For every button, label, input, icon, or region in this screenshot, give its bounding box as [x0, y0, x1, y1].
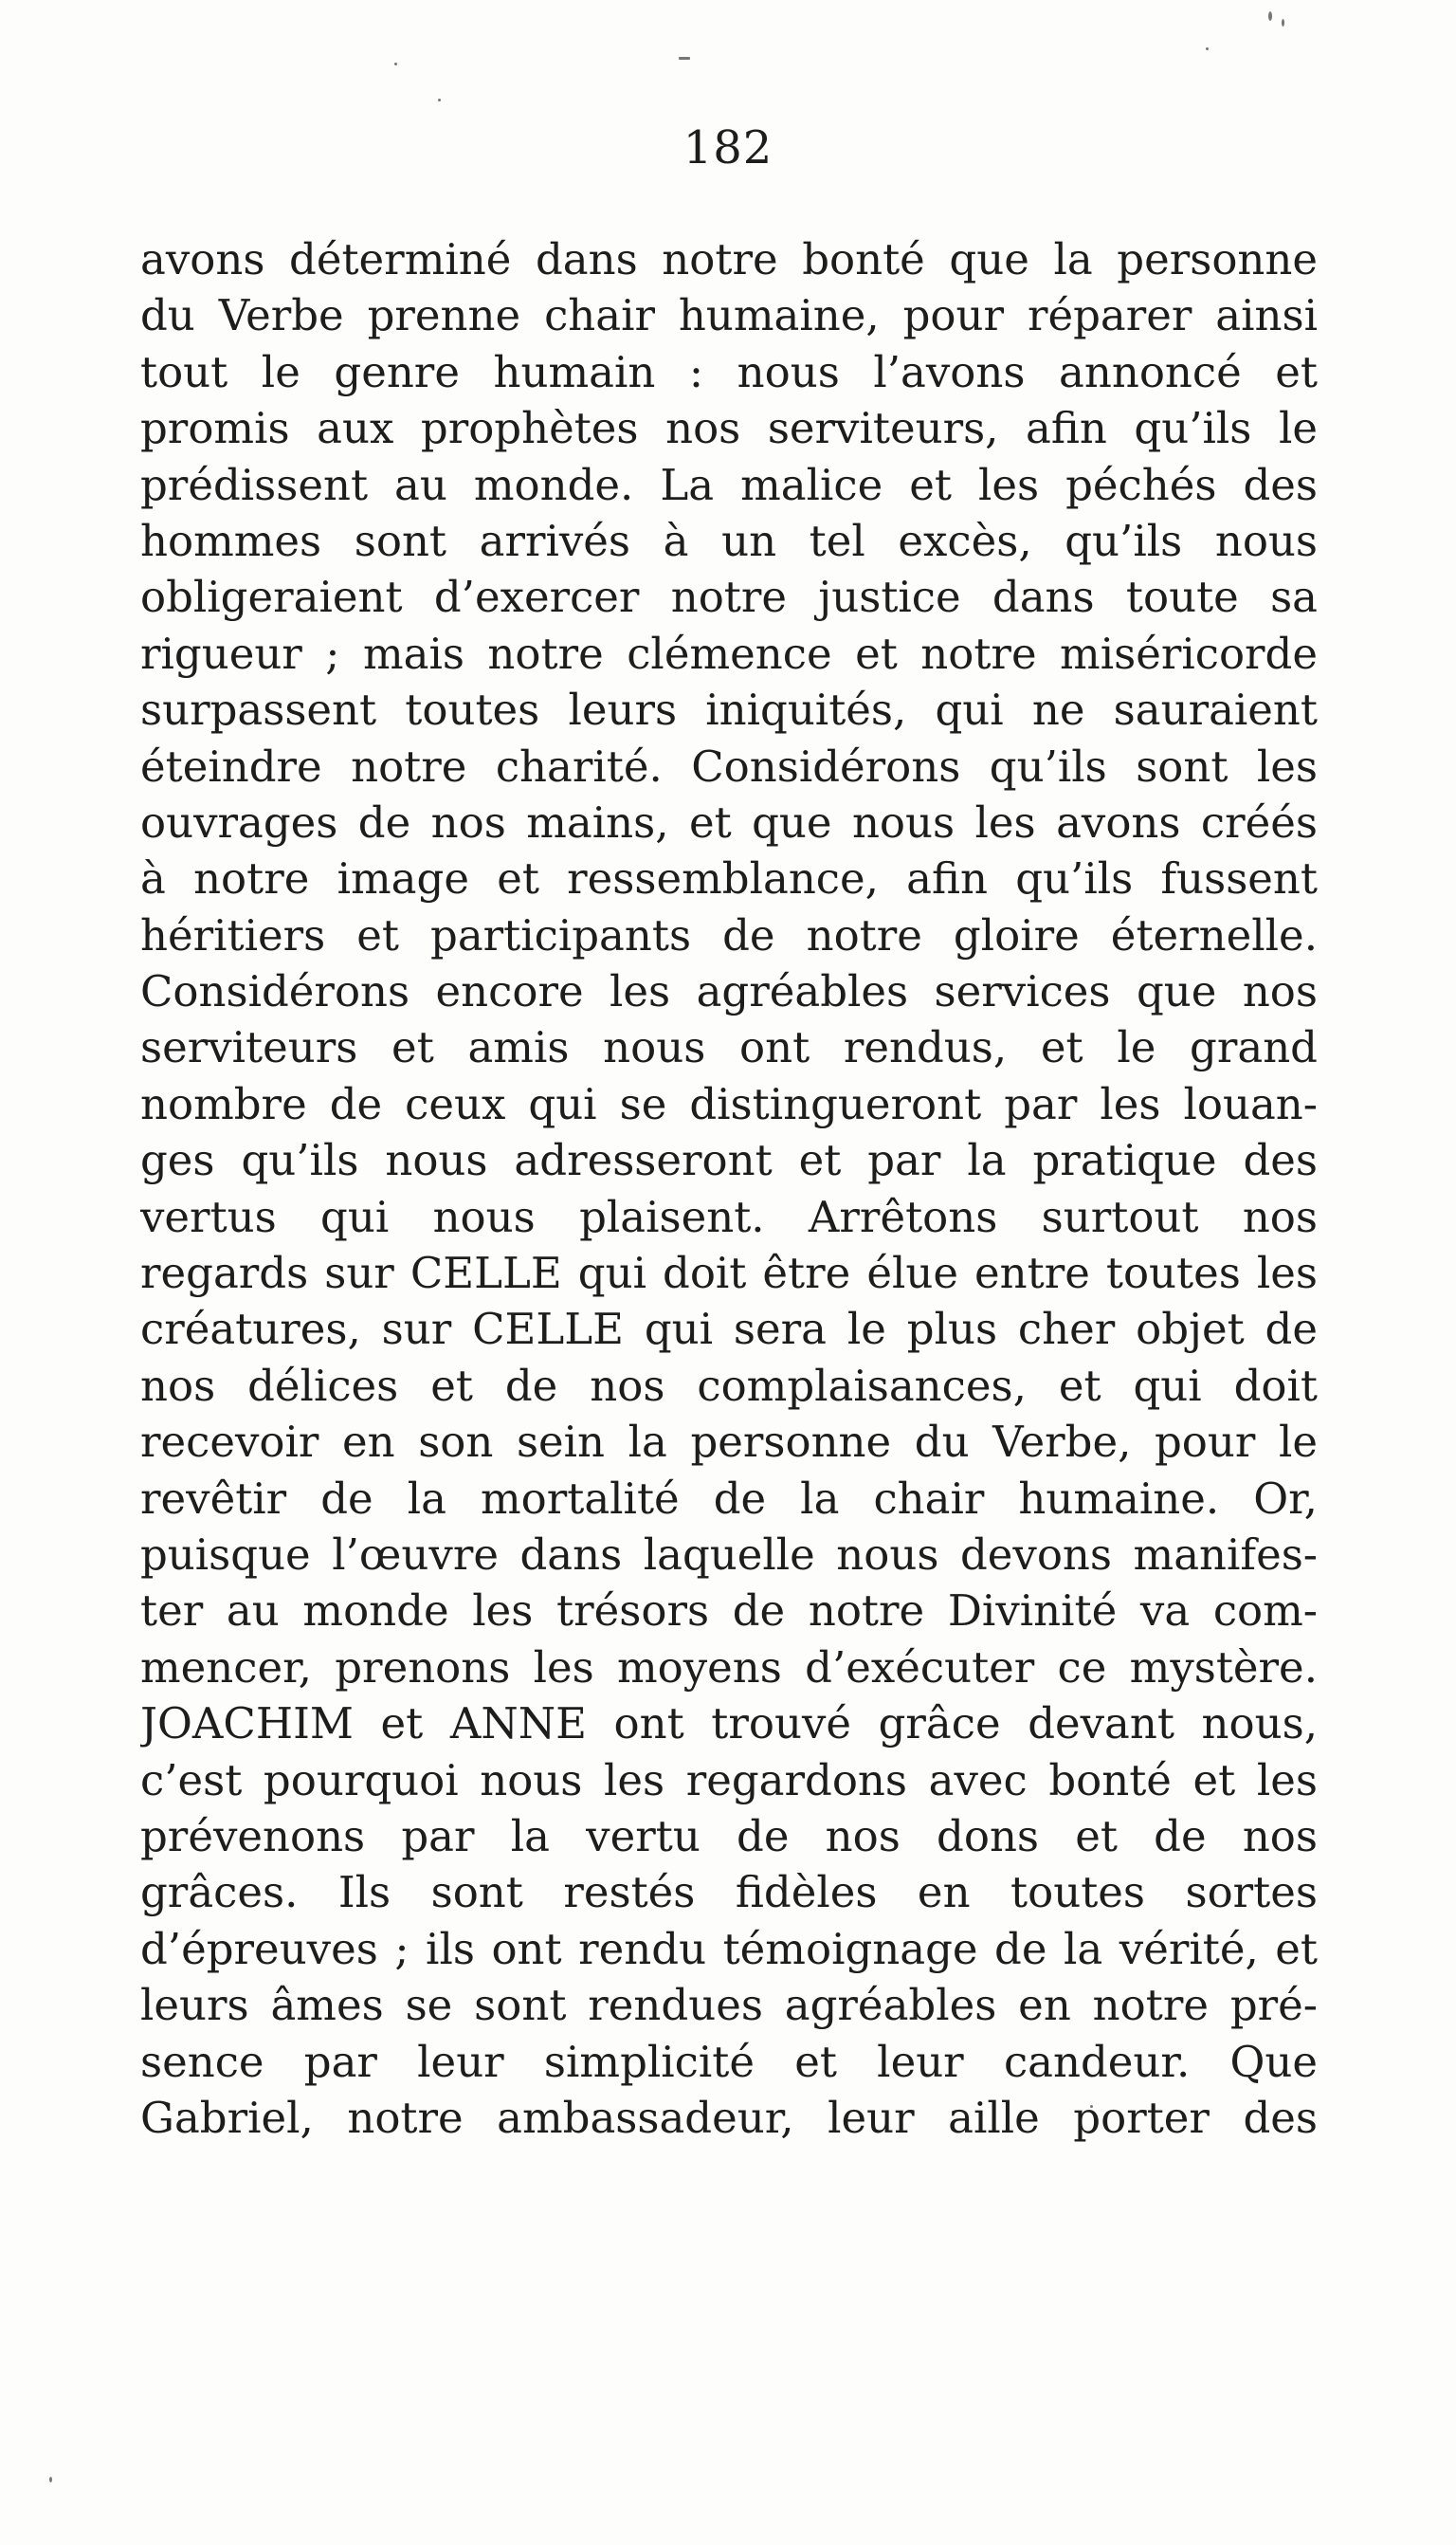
text-line: JOACHIM et ANNE ont trouvé grâce devant nous,: [140, 1698, 1318, 1749]
text-line: regards sur CELLE qui doit être élue entre toutes les: [140, 1248, 1318, 1299]
text-line: hommes sont arrivés à un tel excès, qu’ils nous: [140, 515, 1318, 566]
text-line: Gabriel, notre ambassadeur, leur aille porter des: [140, 2092, 1318, 2143]
text-line: vertus qui nous plaisent. Arrêtons surtout nos: [140, 1191, 1318, 1242]
text-line: héritiers et participants de notre gloire éternelle.: [140, 909, 1318, 961]
text-line: recevoir en son sein la personne du Verbe, pour le: [140, 1417, 1318, 1468]
text-line: du Verbe prenne chair humaine, pour réparer ainsi: [140, 290, 1318, 341]
text-line: créatures, sur CELLE qui sera le plus cher objet de: [140, 1304, 1318, 1355]
text-line: grâces. Ils sont restés fidèles en toutes sortes: [140, 1867, 1318, 1918]
print-speck: [49, 2477, 52, 2482]
text-line: ges qu’ils nous adresseront et par la pratique des: [140, 1135, 1318, 1186]
body-text: [140, 231, 1318, 2146]
text-line: avons déterminé dans notre bonté que la personne: [140, 234, 1318, 284]
text-line: nombre de ceux qui se distingueront par les louan-: [140, 1078, 1318, 1129]
text-line: revêtir de la mortalité de la chair humaine. Or,: [140, 1473, 1318, 1524]
text-line: rigueur ; mais notre clémence et notre miséricorde: [140, 628, 1318, 679]
print-speck: [394, 63, 397, 65]
text-line: tout le genre humain : nous l’avons annoncé et: [140, 346, 1318, 397]
text-line: ouvrages de nos mains, et que nous les avons créés: [140, 796, 1318, 848]
text-line: sence par leur simplicité et leur candeur. Que: [140, 2036, 1318, 2087]
text-line: puisque l’œuvre dans laquelle nous devons manifes-: [140, 1529, 1318, 1580]
text-line: éteindre notre charité. Considérons qu’ils sont les: [140, 741, 1318, 792]
text-line: ter au monde les trésors de notre Divinité va com-: [140, 1585, 1318, 1637]
text-line: prédissent au monde. La malice et les péchés des: [140, 459, 1318, 510]
text-line: mencer, prenons les moyens d’exécuter ce mystère.: [140, 1641, 1318, 1693]
text-line: promis aux prophètes nos serviteurs, afin qu’ils le: [140, 403, 1318, 454]
text-line: obligeraient d’exercer notre justice dans toute sa: [140, 572, 1318, 623]
text-line: prévenons par la vertu de nos dons et de nos: [140, 1810, 1318, 1861]
text-line: leurs âmes se sont rendues agréables en notre pré-: [140, 1980, 1318, 2031]
text-line: d’épreuves ; ils ont rendu témoignage de la vérité, et: [140, 1923, 1318, 1974]
print-speck: [1282, 19, 1284, 27]
text-line: nos délices et de nos complaisances, et qui doit: [140, 1360, 1318, 1411]
print-speck: [438, 99, 441, 101]
text-line: Considérons encore les agréables services que nos: [140, 966, 1318, 1017]
print-speck: [679, 57, 690, 60]
print-speck: [1206, 47, 1209, 50]
text-line: surpassent toutes leurs iniquités, qui ne sauraient: [140, 685, 1318, 736]
text-line: serviteurs et amis nous ont rendus, et le grand: [140, 1022, 1318, 1073]
page-number: 182: [682, 121, 774, 174]
text-line: à notre image et ressemblance, afin qu’ils fussent: [140, 853, 1318, 905]
text-line: c’est pourquoi nous les regardons avec bonté et les: [140, 1754, 1318, 1805]
print-speck: [1268, 11, 1272, 21]
